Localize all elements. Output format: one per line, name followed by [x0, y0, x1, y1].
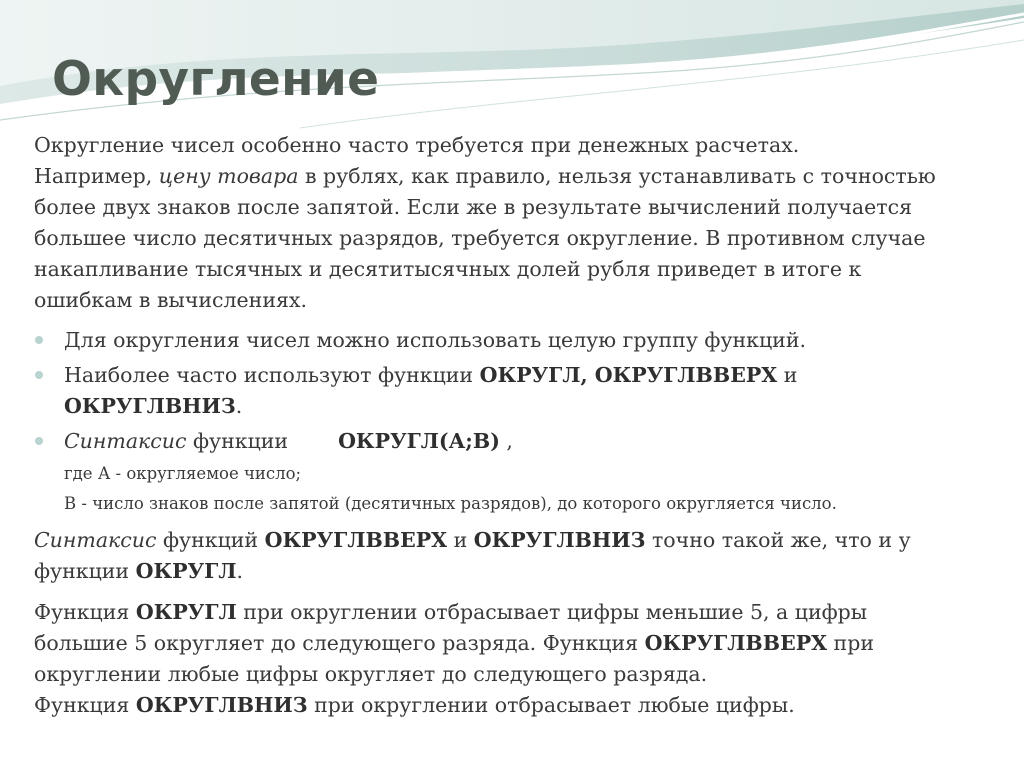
paragraph-text: большие 5 округляет до следующего разряда. Функция: [34, 631, 645, 655]
bullet-text: и: [777, 363, 798, 387]
paragraph-text: при округлении отбрасывает цифры меньшие 5, а цифры: [236, 600, 868, 624]
paragraph-text: Функция: [34, 600, 136, 624]
intro-line: ошибкам в вычислениях.: [34, 288, 308, 312]
paragraph-text: точно такой же, что и у: [645, 528, 911, 552]
bullet-text: Для округления чисел можно использовать целую группу функций.: [64, 328, 807, 352]
function-name: ОКРУГЛВНИЗ: [64, 394, 236, 418]
function-name: ОКРУГЛВНИЗ: [135, 693, 308, 717]
paragraph-text: при: [827, 631, 874, 655]
slide-body: [34, 130, 994, 721]
bullet-list: [34, 325, 994, 457]
paragraph-text: округлении любые цифры округляет до следующего разряда.: [34, 662, 708, 686]
bullet-item: [34, 360, 994, 422]
bullet-icon: [35, 371, 43, 379]
intro-line: Округление чисел особенно часто требуется при денежных расчетах.: [34, 133, 800, 157]
bullet-text: ,: [499, 429, 513, 453]
bullet-icon: [35, 336, 43, 344]
syntax-paragraph: [34, 525, 994, 587]
bullet-item: [34, 325, 994, 356]
bullet-text: функции: [186, 429, 289, 453]
bullet-text: Наиболее часто используют функции: [64, 363, 480, 387]
paragraph-text: при округлении отбрасывает любые цифры.: [307, 693, 795, 717]
paragraph-text: .: [236, 559, 243, 583]
intro-line: накапливание тысячных и десятитысячных долей рубля приведет в итоге к: [34, 257, 862, 281]
intro-emphasis: цену товара: [158, 164, 299, 188]
syntax-label: Синтаксис: [34, 528, 157, 552]
paragraph-text: Функция: [34, 693, 136, 717]
bullet-item: [34, 426, 994, 457]
paragraph-text: и: [447, 528, 474, 552]
function-name: ОКРУГЛВВЕРХ: [264, 528, 448, 552]
function-name: ОКРУГЛ, ОКРУГЛВВЕРХ: [479, 363, 778, 387]
function-name: ОКРУГЛВНИЗ: [473, 528, 646, 552]
intro-line: Например,: [34, 164, 159, 188]
syntax-note: В - число знаков после запятой (десятичных разрядов), до которого округляется число.: [64, 494, 837, 513]
paragraph-text: функций: [156, 528, 265, 552]
bullet-icon: [35, 437, 43, 445]
paragraph-text: функции: [34, 559, 136, 583]
function-name: ОКРУГЛВВЕРХ: [644, 631, 828, 655]
syntax-note: где А - округляемое число;: [64, 464, 302, 483]
function-name: ОКРУГЛ: [135, 600, 237, 624]
function-name: ОКРУГЛ: [135, 559, 237, 583]
description-paragraph: [34, 597, 994, 721]
intro-paragraph: [34, 130, 994, 316]
intro-line: в рублях, как правило, нельзя устанавливать с точностью: [298, 164, 936, 188]
intro-line: более двух знаков после запятой. Если же в результате вычислений получается: [34, 195, 913, 219]
function-syntax: ОКРУГЛ(А;В): [338, 429, 500, 453]
slide-title: Округление: [52, 52, 380, 107]
intro-line: большее число десятичных разрядов, требуется округление. В противном случае: [34, 226, 926, 250]
syntax-label: Синтаксис: [64, 429, 187, 453]
bullet-text: .: [235, 394, 243, 418]
